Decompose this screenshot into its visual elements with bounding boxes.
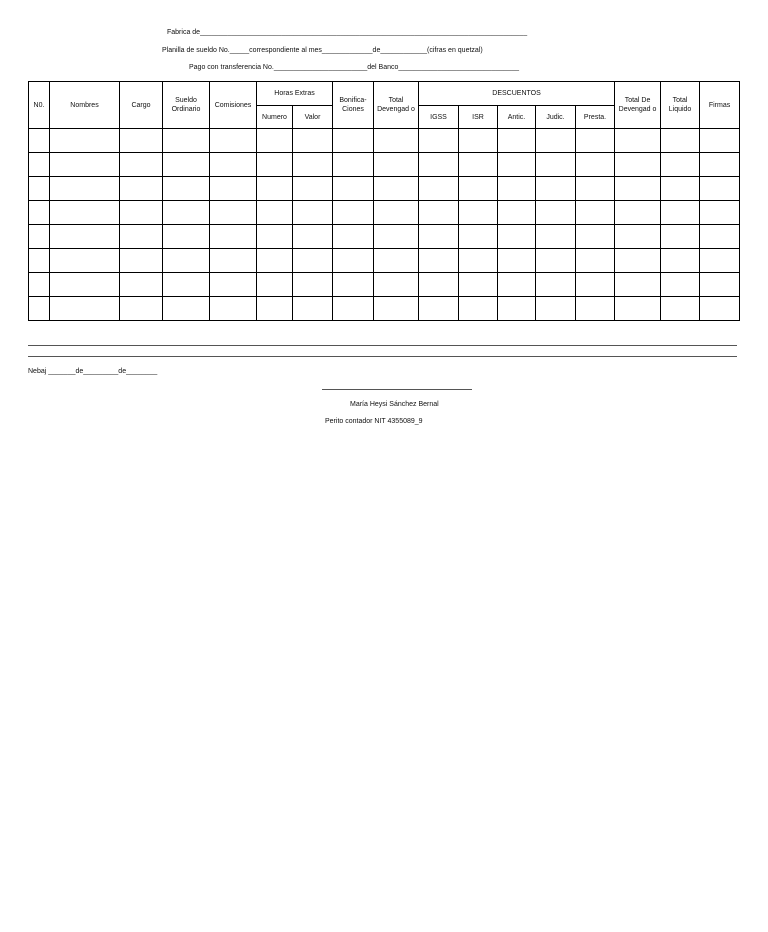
col-header-valor: Valor	[293, 106, 333, 129]
table-cell	[700, 225, 740, 249]
table-cell	[661, 297, 700, 321]
table-cell	[498, 249, 536, 273]
table-cell	[293, 273, 333, 297]
table-cell	[374, 297, 419, 321]
table-cell	[661, 225, 700, 249]
signer-name: María Heysi Sánchez Bernal	[350, 401, 439, 408]
table-cell	[333, 273, 374, 297]
signer-title: Perito contador NIT 4355089_9	[325, 418, 423, 425]
table-cell	[576, 177, 615, 201]
table-cell	[419, 225, 459, 249]
table-cell	[333, 153, 374, 177]
table-cell	[163, 177, 210, 201]
blank-line-2	[28, 356, 737, 357]
col-header-total-de-devengado: Total De Devengad o	[615, 82, 661, 129]
table-cell	[700, 177, 740, 201]
table-cell	[661, 153, 700, 177]
table-cell	[120, 177, 163, 201]
table-cell	[498, 129, 536, 153]
table-cell	[374, 177, 419, 201]
table-cell	[615, 297, 661, 321]
table-cell	[29, 273, 50, 297]
table-cell	[661, 177, 700, 201]
table-cell	[536, 249, 576, 273]
table-cell	[459, 297, 498, 321]
table-cell	[419, 273, 459, 297]
table-cell	[498, 177, 536, 201]
table-cell	[615, 225, 661, 249]
col-header-numero: Numero	[257, 106, 293, 129]
col-header-total-devengado: Total Devengad o	[374, 82, 419, 129]
table-cell	[333, 225, 374, 249]
table-cell	[163, 297, 210, 321]
table-cell	[50, 273, 120, 297]
table-cell	[576, 297, 615, 321]
table-cell	[576, 273, 615, 297]
table-cell	[576, 225, 615, 249]
col-header-total-liquido: Total Liquido	[661, 82, 700, 129]
table-cell	[419, 201, 459, 225]
table-cell	[50, 201, 120, 225]
col-header-antic: Antic.	[498, 106, 536, 129]
table-cell	[163, 129, 210, 153]
table-cell	[661, 249, 700, 273]
table-cell	[374, 225, 419, 249]
table-cell	[459, 177, 498, 201]
table-cell	[210, 249, 257, 273]
table-cell	[293, 129, 333, 153]
table-cell	[163, 249, 210, 273]
table-cell	[576, 201, 615, 225]
table-cell	[498, 201, 536, 225]
col-header-bonificaciones: Bonifica- Ciones	[333, 82, 374, 129]
table-cell	[120, 153, 163, 177]
table-cell	[459, 249, 498, 273]
table-cell	[293, 153, 333, 177]
table-cell	[615, 129, 661, 153]
col-header-descuentos: DESCUENTOS	[419, 82, 615, 106]
table-cell	[374, 273, 419, 297]
table-cell	[210, 177, 257, 201]
table-cell	[50, 225, 120, 249]
table-cell	[257, 153, 293, 177]
table-row	[29, 225, 740, 249]
table-cell	[374, 249, 419, 273]
table-cell	[257, 129, 293, 153]
col-header-igss: IGSS	[419, 106, 459, 129]
table-cell	[210, 225, 257, 249]
table-row	[29, 201, 740, 225]
col-header-isr: ISR	[459, 106, 498, 129]
table-cell	[163, 225, 210, 249]
table-cell	[536, 273, 576, 297]
table-cell	[700, 201, 740, 225]
table-cell	[29, 153, 50, 177]
table-cell	[661, 129, 700, 153]
table-cell	[576, 153, 615, 177]
table-cell	[50, 153, 120, 177]
table-cell	[293, 225, 333, 249]
col-header-presta: Presta.	[576, 106, 615, 129]
header-fabrica-line: Fabrica de____________________________________________________________________________________	[167, 29, 528, 36]
table-cell	[615, 273, 661, 297]
payroll-body	[29, 129, 740, 321]
col-header-comisiones: Comisiones	[210, 82, 257, 129]
table-cell	[498, 297, 536, 321]
table-cell	[163, 153, 210, 177]
table-cell	[120, 201, 163, 225]
table-cell	[50, 129, 120, 153]
table-row	[29, 249, 740, 273]
table-row	[29, 297, 740, 321]
table-cell	[210, 297, 257, 321]
table-cell	[50, 249, 120, 273]
table-cell	[163, 201, 210, 225]
table-cell	[50, 177, 120, 201]
table-cell	[163, 273, 210, 297]
header-planilla-line: Planilla de sueldo No._____correspondiente al mes_____________de____________(cifras en quetzal)	[162, 47, 483, 54]
table-cell	[419, 297, 459, 321]
table-cell	[419, 129, 459, 153]
table-row	[29, 153, 740, 177]
table-cell	[700, 273, 740, 297]
col-header-judic: Judic.	[536, 106, 576, 129]
col-header-nombres: Nombres	[50, 82, 120, 129]
col-header-cargo: Cargo	[120, 82, 163, 129]
col-header-no: N0.	[29, 82, 50, 129]
table-cell	[293, 177, 333, 201]
table-cell	[374, 201, 419, 225]
date-line: Nebaj _______de_________de________	[28, 368, 158, 375]
table-cell	[498, 153, 536, 177]
table-cell	[257, 297, 293, 321]
signature-line	[322, 389, 472, 390]
table-cell	[120, 129, 163, 153]
table-cell	[498, 273, 536, 297]
table-cell	[536, 177, 576, 201]
col-header-firmas: Firmas	[700, 82, 740, 129]
table-cell	[29, 249, 50, 273]
table-cell	[374, 153, 419, 177]
table-cell	[210, 201, 257, 225]
col-header-sueldo-ordinario: Sueldo Ordinario	[163, 82, 210, 129]
table-cell	[29, 297, 50, 321]
table-cell	[459, 225, 498, 249]
table-cell	[333, 177, 374, 201]
table-cell	[293, 201, 333, 225]
table-cell	[333, 249, 374, 273]
table-cell	[615, 153, 661, 177]
table-cell	[536, 297, 576, 321]
table-cell	[120, 297, 163, 321]
table-cell	[459, 129, 498, 153]
table-cell	[120, 273, 163, 297]
table-cell	[536, 153, 576, 177]
table-cell	[419, 153, 459, 177]
table-cell	[29, 129, 50, 153]
table-cell	[498, 225, 536, 249]
table-cell	[661, 273, 700, 297]
table-cell	[576, 129, 615, 153]
table-cell	[536, 129, 576, 153]
table-cell	[333, 201, 374, 225]
table-cell	[700, 153, 740, 177]
table-cell	[257, 201, 293, 225]
table-cell	[333, 297, 374, 321]
table-cell	[210, 153, 257, 177]
table-cell	[661, 201, 700, 225]
table-cell	[333, 129, 374, 153]
table-cell	[257, 177, 293, 201]
table-cell	[700, 249, 740, 273]
table-cell	[419, 177, 459, 201]
table-cell	[210, 273, 257, 297]
table-row	[29, 273, 740, 297]
col-header-horas-extras: Horas Extras	[257, 82, 333, 106]
table-cell	[257, 249, 293, 273]
table-cell	[536, 225, 576, 249]
header-pago-line: Pago con transferencia No.________________________del Banco_______________________________	[189, 64, 520, 71]
table-cell	[293, 297, 333, 321]
table-cell	[700, 297, 740, 321]
table-cell	[257, 273, 293, 297]
table-cell	[615, 177, 661, 201]
table-row	[29, 177, 740, 201]
table-cell	[29, 225, 50, 249]
table-cell	[257, 225, 293, 249]
table-cell	[210, 129, 257, 153]
table-cell	[576, 249, 615, 273]
table-cell	[615, 249, 661, 273]
table-cell	[120, 249, 163, 273]
table-cell	[120, 225, 163, 249]
payroll-table	[28, 81, 740, 321]
table-cell	[29, 177, 50, 201]
table-cell	[419, 249, 459, 273]
table-cell	[293, 249, 333, 273]
table-cell	[374, 129, 419, 153]
table-cell	[50, 297, 120, 321]
table-cell	[459, 153, 498, 177]
table-cell	[536, 201, 576, 225]
table-cell	[459, 273, 498, 297]
table-cell	[29, 201, 50, 225]
table-cell	[459, 201, 498, 225]
table-row	[29, 129, 740, 153]
blank-line-1	[28, 345, 737, 346]
table-cell	[615, 201, 661, 225]
table-cell	[700, 129, 740, 153]
